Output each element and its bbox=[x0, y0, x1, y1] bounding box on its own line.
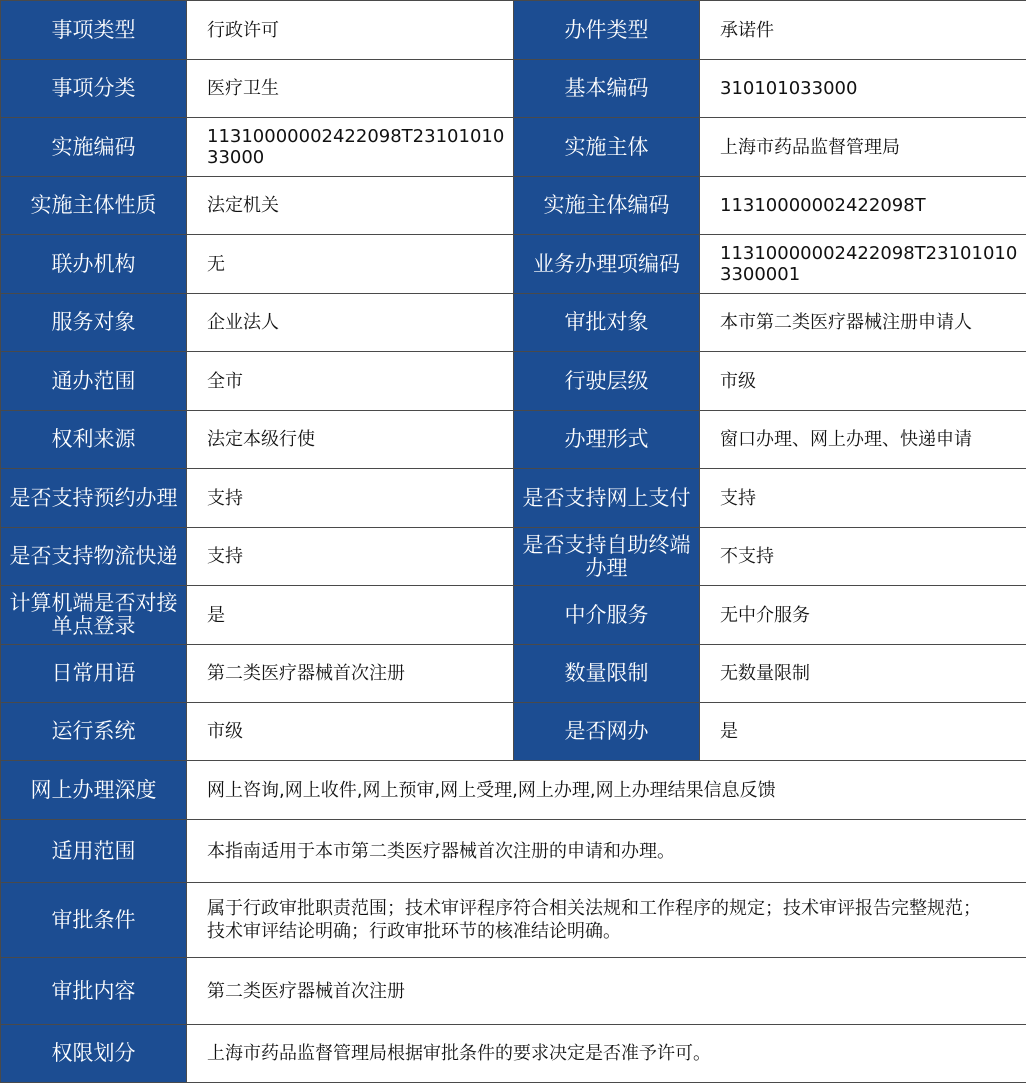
field-label: 计算机端是否对接单点登录 bbox=[1, 586, 187, 645]
field-label: 基本编码 bbox=[514, 60, 700, 118]
field-value: 11310000002422098T2310101033000 bbox=[187, 118, 514, 177]
table-row bbox=[1, 235, 1026, 294]
field-label: 是否支持物流快递 bbox=[1, 528, 187, 586]
field-value: 企业法人 bbox=[187, 294, 514, 352]
field-value: 是 bbox=[700, 703, 1026, 761]
field-value: 无中介服务 bbox=[700, 586, 1026, 645]
field-label: 审批条件 bbox=[1, 883, 187, 958]
field-label: 日常用语 bbox=[1, 645, 187, 703]
field-label: 是否支持自助终端办理 bbox=[514, 528, 700, 586]
table-row bbox=[1, 883, 1026, 958]
field-label: 实施编码 bbox=[1, 118, 187, 177]
field-value: 无 bbox=[187, 235, 514, 294]
field-label: 中介服务 bbox=[514, 586, 700, 645]
field-label: 实施主体 bbox=[514, 118, 700, 177]
table-row bbox=[1, 761, 1026, 820]
table-row bbox=[1, 469, 1026, 528]
field-label: 服务对象 bbox=[1, 294, 187, 352]
field-label: 实施主体编码 bbox=[514, 177, 700, 235]
field-label: 行驶层级 bbox=[514, 352, 700, 411]
table-row bbox=[1, 294, 1026, 352]
table-row bbox=[1, 820, 1026, 883]
field-value: 窗口办理、网上办理、快递申请 bbox=[700, 411, 1026, 469]
field-value: 不支持 bbox=[700, 528, 1026, 586]
field-value: 行政许可 bbox=[187, 1, 514, 60]
field-label: 运行系统 bbox=[1, 703, 187, 761]
field-value: 属于行政审批职责范围；技术审评程序符合相关法规和工作程序的规定；技术审评报告完整规范；技术审评结论明确；行政审批环节的核准结论明确。 bbox=[187, 883, 1026, 958]
table-row bbox=[1, 118, 1026, 177]
table-row bbox=[1, 528, 1026, 586]
field-value: 支持 bbox=[187, 469, 514, 528]
field-value: 上海市药品监督管理局根据审批条件的要求决定是否准予许可。 bbox=[187, 1025, 1026, 1083]
field-label: 办理形式 bbox=[514, 411, 700, 469]
field-label: 权限划分 bbox=[1, 1025, 187, 1083]
field-value: 医疗卫生 bbox=[187, 60, 514, 118]
field-label: 联办机构 bbox=[1, 235, 187, 294]
field-value: 第二类医疗器械首次注册 bbox=[187, 958, 1026, 1025]
field-value: 310101033000 bbox=[700, 60, 1026, 118]
field-label: 数量限制 bbox=[514, 645, 700, 703]
table-row bbox=[1, 1, 1026, 60]
field-value: 是 bbox=[187, 586, 514, 645]
field-label: 网上办理深度 bbox=[1, 761, 187, 820]
field-label: 适用范围 bbox=[1, 820, 187, 883]
table-row bbox=[1, 1025, 1026, 1083]
field-label: 事项分类 bbox=[1, 60, 187, 118]
field-value: 11310000002422098T bbox=[700, 177, 1026, 235]
field-label: 审批内容 bbox=[1, 958, 187, 1025]
field-value: 无数量限制 bbox=[700, 645, 1026, 703]
field-value: 网上咨询,网上收件,网上预审,网上受理,网上办理,网上办理结果信息反馈 bbox=[187, 761, 1026, 820]
table-row bbox=[1, 177, 1026, 235]
field-label: 是否支持预约办理 bbox=[1, 469, 187, 528]
field-value: 上海市药品监督管理局 bbox=[700, 118, 1026, 177]
field-value: 11310000002422098T231010103300001 bbox=[700, 235, 1026, 294]
field-value: 承诺件 bbox=[700, 1, 1026, 60]
field-label: 业务办理项编码 bbox=[514, 235, 700, 294]
field-label: 实施主体性质 bbox=[1, 177, 187, 235]
table-row bbox=[1, 703, 1026, 761]
field-value: 法定本级行使 bbox=[187, 411, 514, 469]
field-label: 办件类型 bbox=[514, 1, 700, 60]
table-row bbox=[1, 411, 1026, 469]
field-value: 本指南适用于本市第二类医疗器械首次注册的申请和办理。 bbox=[187, 820, 1026, 883]
table-row bbox=[1, 586, 1026, 645]
field-value: 全市 bbox=[187, 352, 514, 411]
field-label: 事项类型 bbox=[1, 1, 187, 60]
field-value: 市级 bbox=[700, 352, 1026, 411]
field-value: 市级 bbox=[187, 703, 514, 761]
field-value: 第二类医疗器械首次注册 bbox=[187, 645, 514, 703]
field-value: 支持 bbox=[187, 528, 514, 586]
field-label: 是否支持网上支付 bbox=[514, 469, 700, 528]
field-label: 通办范围 bbox=[1, 352, 187, 411]
table-row bbox=[1, 958, 1026, 1025]
field-label: 权利来源 bbox=[1, 411, 187, 469]
table-row bbox=[1, 60, 1026, 118]
field-label: 是否网办 bbox=[514, 703, 700, 761]
field-value: 支持 bbox=[700, 469, 1026, 528]
field-value: 法定机关 bbox=[187, 177, 514, 235]
field-label: 审批对象 bbox=[514, 294, 700, 352]
table-row bbox=[1, 352, 1026, 411]
table-row bbox=[1, 645, 1026, 703]
field-value: 本市第二类医疗器械注册申请人 bbox=[700, 294, 1026, 352]
